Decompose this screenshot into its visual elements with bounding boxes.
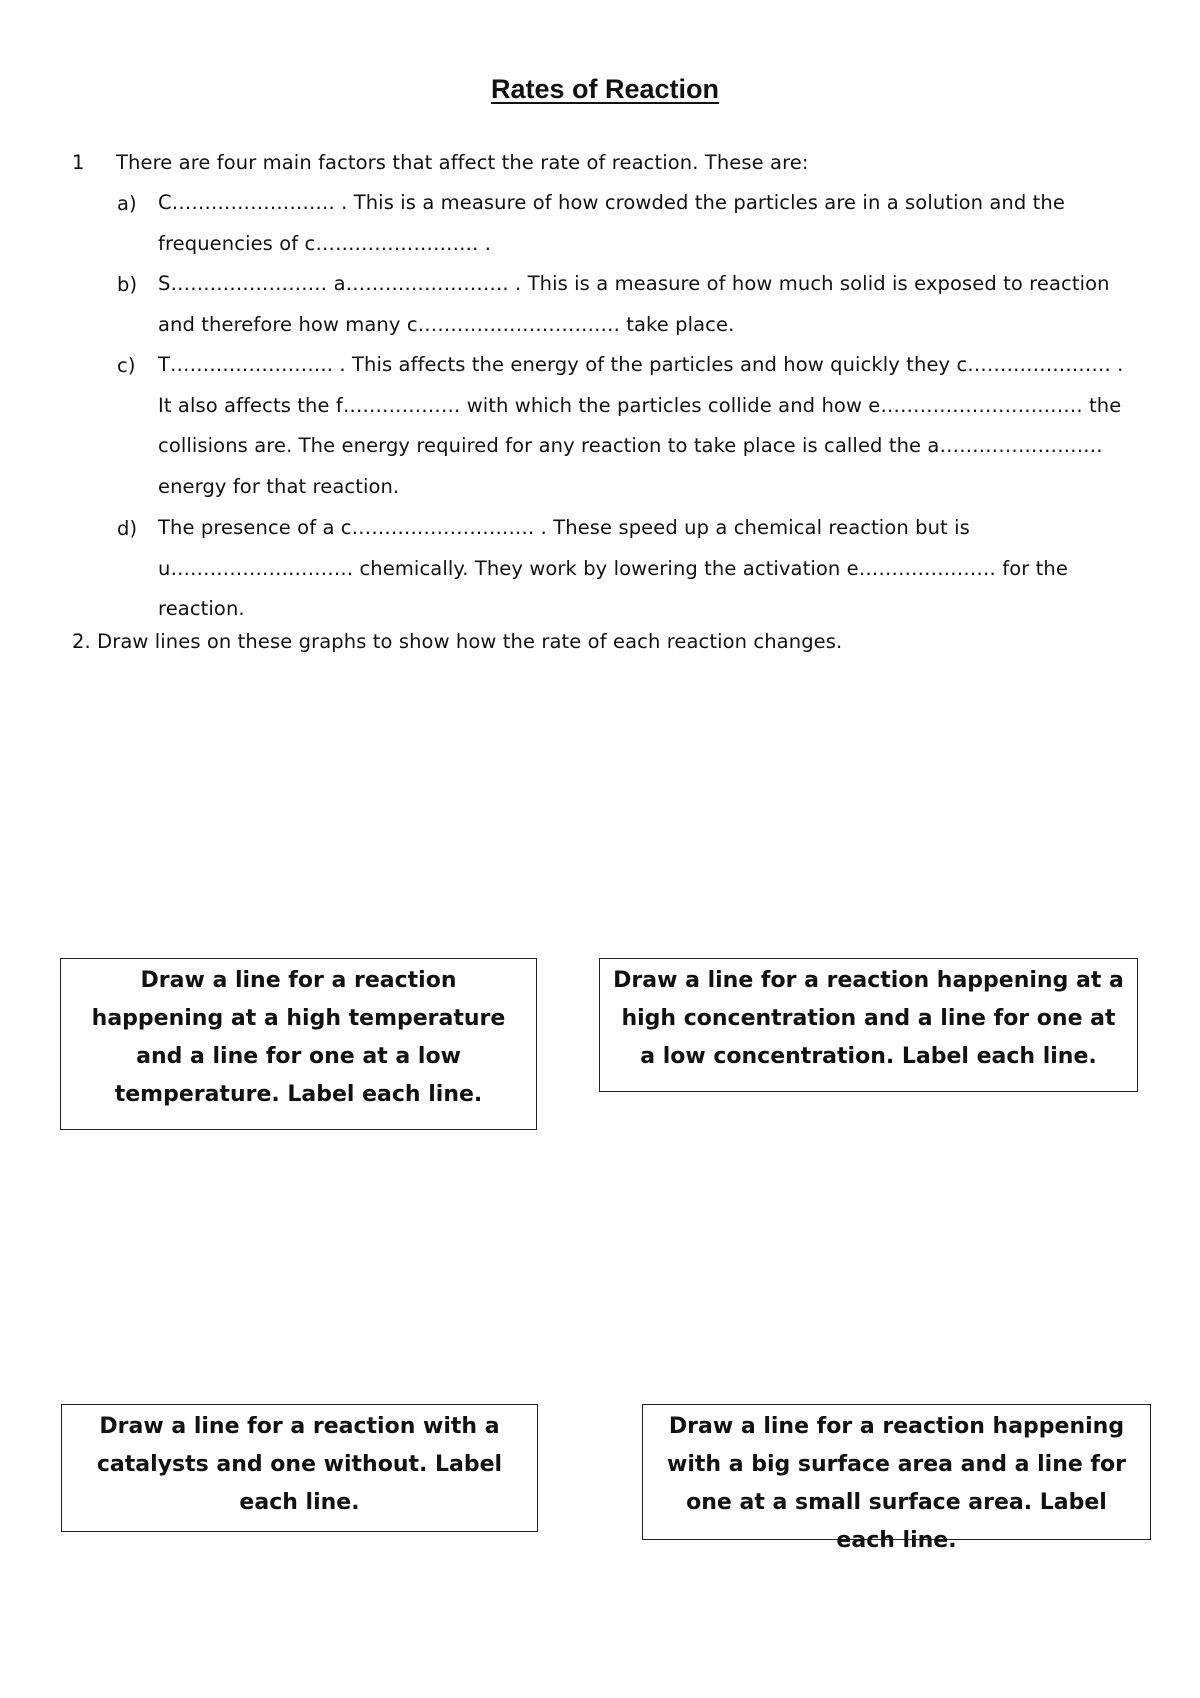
item-b-letter: b) [117,273,138,296]
item-c-letter: c) [117,354,136,377]
catalyst-instruction-text: Draw a line for a reaction with a catalysts and one without. Label each line. [96,1414,503,1515]
page-title: Rates of Reaction [490,74,720,104]
temperature-instruction-text: Draw a line for a reaction happening at a high temperature and a line for one at a low temperature. Label each line. [91,968,506,1107]
temperature-instruction-box [60,958,537,1130]
item-a-text: C……………………. . This is a measure of how crowded the particles are in a solution and the frequencies of c……………………. . [158,191,1065,255]
item-c-text: T……………………. . This affects the energy of the particles and how quickly they c…………………. . It also affects the f……………… with which the particles collide and how e…………………………. the collisions are. The energy required for any reaction to take place is called the a……………………. energy for that reaction. [158,353,1124,499]
item-a-letter: a) [117,192,137,215]
item-d-text: The presence of a c………………………. . These speed up a chemical reaction but is u………………………. chemically. They work by lowering the activation e………………… for the reaction. [158,516,1068,621]
concentration-instruction-box [599,958,1138,1092]
question-1-intro: There are four main factors that affect the rate of reaction. These are: [116,151,809,174]
surface-area-instruction-box [642,1404,1151,1553]
item-b-text: S…………………… a……………………. . This is a measure of how much solid is exposed to reaction and therefore how many c…………………………. take place. [158,272,1110,336]
item-d-letter: d) [117,517,138,540]
concentration-instruction-text: Draw a line for a reaction happening at a high concentration and a line for one at a low concentration. Label each line. [613,968,1124,1069]
surface-area-instruction-text: Draw a line for a reaction happening with a big surface area and a line for one at a small surface area. Label each line. [667,1414,1126,1553]
catalyst-instruction-box [61,1404,538,1532]
question-2-text: 2. Draw lines on these graphs to show how the rate of each reaction changes. [72,630,843,653]
question-1-number: 1 [72,151,85,174]
